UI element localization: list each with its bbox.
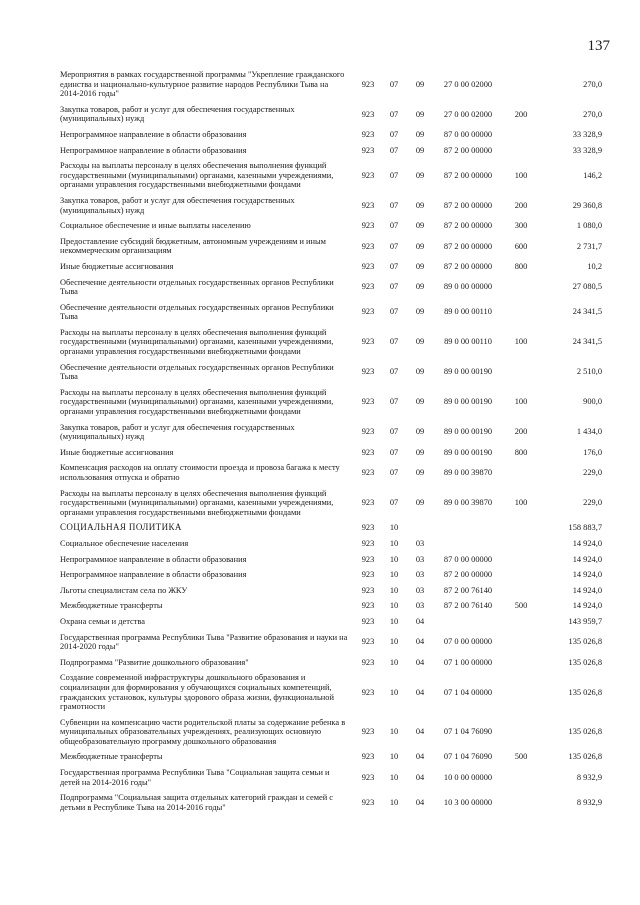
row-subsection-code: 09 (415, 241, 425, 251)
table-row (60, 570, 602, 586)
row-section-code: 07 (389, 170, 399, 180)
row-admin-code: 923 (361, 570, 375, 580)
row-admin-code: 923 (361, 637, 375, 647)
row-name: Социальное обеспечение и иные выплаты населению (60, 221, 251, 231)
row-expense-type: 200 (514, 200, 528, 210)
row-expense-type (503, 570, 539, 586)
row-target-article: 89 0 00 00110 (444, 307, 492, 317)
table-row (60, 70, 602, 105)
table-section-row (60, 523, 602, 539)
row-expense-type: 500 (514, 752, 528, 762)
table-row (60, 768, 602, 793)
row-subsection-code: 09 (415, 307, 425, 317)
row-expense-type: 100 (514, 397, 528, 407)
row-admin-code: 923 (361, 447, 375, 457)
row-target-article (433, 539, 503, 555)
row-name: Государственная программа Республики Тыва "Развитие образования и науки на 2014-2020 годы" (60, 632, 348, 652)
table-row (60, 423, 602, 448)
row-amount: 14 924,0 (572, 538, 602, 548)
row-subsection-code: 09 (415, 498, 425, 508)
row-subsection-code: 04 (415, 657, 425, 667)
table-row (60, 105, 602, 130)
row-name: Компенсация расходов на оплату стоимости проезда и провоза багажа к месту использования отпуска и обратно (60, 463, 340, 482)
table-row (60, 658, 602, 674)
row-name: Предоставление субсидий бюджетным, автономным учреждениям и иным некоммерческим организациям (60, 236, 326, 256)
row-expense-type (503, 146, 539, 162)
row-subsection-code: 04 (415, 772, 425, 782)
row-amount: 10,2 (587, 261, 602, 271)
row-name: Государственная программа Республики Тыва "Социальная защита семьи и детей на 2014-2016 годы" (60, 768, 330, 787)
row-amount: 24 341,5 (572, 337, 602, 347)
row-section-code: 10 (389, 616, 399, 626)
row-expense-type: 100 (514, 337, 528, 347)
row-section-code: 07 (389, 129, 399, 139)
row-admin-code: 923 (361, 109, 375, 119)
row-section-code: 10 (389, 570, 399, 580)
row-amount: 33 328,9 (572, 129, 602, 139)
row-subsection-code: 09 (415, 170, 425, 180)
row-name: Иные бюджетные ассигнования (60, 447, 174, 457)
row-section-code: 10 (389, 637, 399, 647)
row-amount: 14 924,0 (572, 601, 602, 611)
row-admin-code: 923 (361, 427, 375, 437)
row-target-article: 89 0 00 00190 (443, 427, 493, 437)
row-expense-type (503, 586, 539, 602)
row-section-code: 07 (389, 447, 399, 457)
row-subsection-code: 09 (415, 337, 425, 347)
row-amount: 2 731,7 (576, 241, 602, 251)
budget-table-body (60, 70, 602, 818)
row-amount: 1 434,0 (576, 427, 602, 437)
table-row (60, 237, 602, 262)
row-name: Обеспечение деятельности отдельных государственных органов Республики Тыва (60, 277, 334, 297)
row-expense-type (503, 278, 539, 303)
table-row (60, 463, 602, 488)
row-name: Подпрограмма "Социальная защита отдельных категорий граждан и семей с детьми в Республике Тыва на 2014-2016 годы" (60, 793, 333, 812)
page-number: 137 (587, 38, 610, 54)
row-expense-type (503, 793, 539, 818)
row-admin-code: 923 (361, 79, 375, 89)
row-amount: 143 959,7 (568, 616, 602, 626)
row-target-article: 87 2 00 00000 (443, 221, 493, 231)
row-target-article: 87 0 00 00000 (443, 129, 493, 139)
table-row (60, 586, 602, 602)
row-subsection-code: 09 (415, 468, 425, 478)
row-expense-type (503, 673, 539, 717)
row-amount: 176,0 (583, 447, 602, 457)
row-section-code: 07 (389, 200, 399, 210)
row-section-code: 07 (389, 337, 399, 347)
row-subsection-code: 04 (415, 637, 425, 647)
row-subsection-code: 09 (415, 427, 425, 437)
row-section-code: 07 (389, 145, 399, 155)
row-admin-code: 923 (361, 367, 375, 377)
row-section-code: 10 (389, 752, 399, 762)
row-admin-code: 923 (361, 616, 375, 626)
row-subsection-code: 09 (415, 367, 425, 377)
row-expense-type (503, 555, 539, 571)
row-amount: 135 026,8 (568, 727, 602, 737)
row-amount: 33 328,9 (572, 145, 602, 155)
row-section-code: 07 (389, 109, 399, 119)
row-target-article: 07 1 04 00000 (443, 687, 493, 697)
row-name: Обеспечение деятельности отдельных государственных органов Республики Тыва (60, 362, 334, 382)
row-subsection-code (407, 523, 433, 539)
row-target-article (433, 617, 503, 633)
row-target-article: 10 3 00 00000 (443, 798, 493, 808)
row-expense-type (503, 363, 539, 388)
row-admin-code: 923 (361, 752, 375, 762)
table-row (60, 617, 602, 633)
row-subsection-code: 09 (415, 397, 425, 407)
row-expense-type: 200 (514, 427, 528, 437)
row-subsection-code: 04 (415, 687, 425, 697)
row-expense-type (503, 539, 539, 555)
row-amount: 270,0 (583, 109, 602, 119)
row-amount: 27 080,5 (572, 282, 602, 292)
row-expense-type (503, 633, 539, 658)
row-admin-code: 923 (361, 200, 375, 210)
row-section-code: 10 (389, 538, 399, 548)
table-row (60, 328, 602, 363)
row-subsection-code: 04 (415, 752, 425, 762)
row-target-article: 27 0 00 02000 (443, 109, 493, 119)
row-admin-code: 923 (361, 538, 375, 548)
row-expense-type (503, 463, 539, 488)
row-admin-code: 923 (361, 727, 375, 737)
row-admin-code: 923 (361, 687, 375, 697)
row-name: Подпрограмма "Развитие дошкольного образования" (60, 657, 249, 667)
row-name: Расходы на выплаты персоналу в целях обеспечения выполнения функций государственными (муниципальными) органами, казенными учреждениями, органами управления государственными внебюджетными фондами (60, 387, 334, 417)
row-section-code: 10 (389, 657, 399, 667)
row-name: Межбюджетные трансферты (60, 752, 163, 762)
row-amount: 24 341,5 (572, 307, 602, 317)
row-expense-type (503, 658, 539, 674)
table-row (60, 196, 602, 221)
row-subsection-code: 09 (415, 109, 425, 119)
row-admin-code: 923 (361, 523, 375, 533)
row-section-code: 07 (389, 397, 399, 407)
row-section-code: 10 (389, 727, 399, 737)
row-amount: 146,2 (583, 170, 602, 180)
row-name: Непрограммное направление в области образования (60, 570, 247, 580)
row-name: Иные бюджетные ассигнования (60, 261, 174, 271)
table-row (60, 130, 602, 146)
row-name: Мероприятия в рамках государственной программы "Укрепление гражданского единства и национально-культурное развитие народов Республики Тыва на 2014-2016 годы" (60, 70, 345, 99)
row-section-code: 07 (389, 498, 399, 508)
row-target-article: 87 2 00 00000 (443, 261, 493, 271)
table-row (60, 303, 602, 328)
row-amount: 2 510,0 (576, 367, 602, 377)
row-target-article: 87 2 00 00000 (443, 241, 493, 251)
row-expense-type: 500 (514, 601, 528, 611)
row-target-article: 10 0 00 00000 (443, 772, 493, 782)
row-target-article: 87 2 00 76140 (443, 601, 493, 611)
row-name: Расходы на выплаты персоналу в целях обеспечения выполнения функций государственными (муниципальными) органами, казенными учреждениями, органами управления государственными внебюджетными фондами (60, 488, 334, 517)
row-name: Непрограммное направление в области образования (60, 554, 247, 564)
row-admin-code: 923 (361, 221, 375, 231)
row-amount: 14 924,0 (572, 585, 602, 595)
row-target-article: 89 0 00 00000 (443, 282, 493, 292)
row-name: Охрана семьи и детства (60, 616, 145, 626)
row-section-code: 07 (389, 367, 399, 377)
budget-table (60, 70, 602, 818)
row-section-code: 07 (389, 241, 399, 251)
row-subsection-code: 09 (415, 282, 425, 292)
table-row (60, 448, 602, 464)
row-amount: 29 360,8 (572, 200, 602, 210)
row-section-code: 07 (389, 221, 399, 231)
row-target-article: 89 0 00 39870 (443, 468, 493, 478)
row-amount: 158 883,7 (568, 523, 602, 533)
row-subsection-code: 09 (415, 447, 425, 457)
row-amount: 135 026,8 (568, 752, 602, 762)
table-row (60, 262, 602, 278)
row-target-article: 27 0 00 02000 (443, 79, 493, 89)
row-target-article: 87 0 00 00000 (443, 554, 493, 564)
row-admin-code: 923 (361, 601, 375, 611)
row-target-article: 07 1 00 00000 (443, 657, 493, 667)
row-section-code: 07 (389, 79, 399, 89)
row-admin-code: 923 (361, 468, 375, 478)
row-name: Непрограммное направление в области образования (60, 129, 247, 139)
row-target-article: 89 0 00 00190 (443, 367, 493, 377)
row-admin-code: 923 (361, 798, 375, 808)
row-section-code: 10 (389, 523, 399, 533)
row-target-article: 87 2 00 00000 (443, 200, 493, 210)
table-row (60, 388, 602, 423)
row-name: Закупка товаров, работ и услуг для обеспечения государственных (муниципальных) нужд (60, 104, 295, 124)
row-expense-type: 800 (514, 261, 528, 271)
row-amount: 135 026,8 (568, 687, 602, 697)
row-subsection-code: 03 (415, 570, 425, 580)
row-admin-code: 923 (361, 554, 375, 564)
row-name: Закупка товаров, работ и услуг для обеспечения государственных (муниципальных) нужд (60, 195, 295, 215)
table-row (60, 601, 602, 617)
table-row (60, 489, 602, 524)
row-amount: 229,0 (583, 498, 602, 508)
row-section-code: 10 (389, 772, 399, 782)
row-expense-type: 300 (514, 221, 528, 231)
row-section-code: 07 (389, 427, 399, 437)
row-expense-type: 100 (514, 170, 528, 180)
row-section-code: 07 (389, 261, 399, 271)
row-section-code: 07 (389, 282, 399, 292)
row-target-article (433, 523, 503, 539)
row-name: Расходы на выплаты персоналу в целях обеспечения выполнения функций государственными (муниципальными) органами, казенными учреждениями, органами управления государственными внебюджетными фондами (60, 161, 334, 190)
row-admin-code: 923 (361, 282, 375, 292)
row-subsection-code: 09 (415, 129, 425, 139)
row-section-code: 10 (389, 687, 399, 697)
row-name: Социальное обеспечение населения (60, 538, 189, 548)
row-admin-code: 923 (361, 498, 375, 508)
row-admin-code: 923 (361, 170, 375, 180)
row-amount: 1 080,0 (576, 221, 602, 231)
table-row (60, 793, 602, 818)
row-name: Расходы на выплаты персоналу в целях обеспечения выполнения функций государственными (муниципальными) органами, казенными учреждениями, органами управления государственными внебюджетными фондами (60, 327, 334, 357)
table-row (60, 278, 602, 303)
row-expense-type (503, 303, 539, 328)
table-row (60, 633, 602, 658)
row-expense-type: 600 (514, 241, 528, 251)
row-target-article: 07 0 00 00000 (443, 637, 493, 647)
row-admin-code: 923 (361, 397, 375, 407)
row-expense-type (503, 768, 539, 793)
row-subsection-code: 09 (415, 79, 425, 89)
row-amount: 14 924,0 (572, 554, 602, 564)
table-row (60, 752, 602, 768)
row-expense-type (503, 617, 539, 633)
row-target-article: 07 1 04 76090 (443, 727, 493, 737)
row-target-article: 87 2 00 00000 (443, 145, 493, 155)
row-name: Закупка товаров, работ и услуг для обеспечения государственных (муниципальных) нужд (60, 422, 295, 442)
row-subsection-code: 03 (415, 585, 425, 595)
table-row (60, 539, 602, 555)
row-admin-code: 923 (361, 657, 375, 667)
table-row (60, 555, 602, 571)
row-target-article: 89 0 00 00190 (443, 397, 493, 407)
row-expense-type (503, 130, 539, 146)
row-subsection-code: 04 (415, 798, 425, 808)
row-admin-code: 923 (361, 337, 375, 347)
row-admin-code: 923 (361, 129, 375, 139)
row-expense-type: 100 (514, 498, 528, 508)
row-name: Субвенции на компенсацию части родительской платы за содержание ребенка в муниципальных образовательных учреждениях, реализующих основную общеобразовательную программу дошкольного образования (60, 717, 346, 746)
row-subsection-code: 04 (415, 616, 425, 626)
row-name: Непрограммное направление в области образования (60, 145, 247, 155)
row-target-article: 07 1 04 76090 (443, 752, 493, 762)
row-name: Льготы специалистам села по ЖКУ (60, 585, 188, 595)
row-subsection-code: 03 (415, 601, 425, 611)
table-row (60, 221, 602, 237)
row-section-code: 07 (389, 307, 399, 317)
row-expense-type: 200 (514, 109, 528, 119)
row-target-article: 89 0 00 00110 (444, 337, 492, 347)
row-section-code: 10 (389, 798, 399, 808)
row-section-code: 10 (389, 585, 399, 595)
row-subsection-code: 04 (415, 727, 425, 737)
row-admin-code: 923 (361, 241, 375, 251)
row-subsection-code: 03 (415, 538, 425, 548)
row-admin-code: 923 (361, 585, 375, 595)
row-target-article: 89 0 00 39870 (443, 498, 493, 508)
row-expense-type (503, 718, 539, 753)
row-admin-code: 923 (361, 772, 375, 782)
row-name: СОЦИАЛЬНАЯ ПОЛИТИКА (60, 522, 182, 533)
row-target-article: 87 2 00 00000 (443, 170, 493, 180)
table-row (60, 161, 602, 196)
row-name: Обеспечение деятельности отдельных государственных органов Республики Тыва (60, 302, 334, 322)
row-expense-type (503, 523, 539, 539)
row-amount: 8 932,9 (576, 772, 602, 782)
row-amount: 270,0 (583, 79, 602, 89)
row-amount: 135 026,8 (568, 657, 602, 667)
row-target-article: 87 2 00 76140 (443, 585, 493, 595)
table-row (60, 673, 602, 717)
row-section-code: 10 (389, 601, 399, 611)
table-row (60, 146, 602, 162)
row-subsection-code: 09 (415, 221, 425, 231)
row-subsection-code: 03 (415, 554, 425, 564)
row-subsection-code: 09 (415, 145, 425, 155)
row-amount: 900,0 (583, 397, 602, 407)
row-subsection-code: 09 (415, 200, 425, 210)
table-row (60, 718, 602, 753)
row-amount: 229,0 (583, 468, 602, 478)
row-target-article: 89 0 00 00190 (443, 447, 493, 457)
row-section-code: 07 (389, 468, 399, 478)
row-admin-code: 923 (361, 145, 375, 155)
row-target-article: 87 2 00 00000 (443, 570, 493, 580)
row-admin-code: 923 (361, 261, 375, 271)
row-amount: 135 026,8 (568, 637, 602, 647)
row-admin-code: 923 (361, 307, 375, 317)
row-expense-type (503, 70, 539, 105)
table-row (60, 363, 602, 388)
row-name: Межбюджетные трансферты (60, 601, 163, 611)
row-expense-type: 800 (514, 447, 528, 457)
row-section-code: 10 (389, 554, 399, 564)
row-amount: 8 932,9 (576, 798, 602, 808)
row-amount: 14 924,0 (572, 570, 602, 580)
row-name: Создание современной инфраструктуры дошкольного образования и социализации для формирования у обучающихся социальных компетенций, гражданских установок, культуры здорового образа жизни, функциональной грамотности (60, 673, 334, 712)
row-subsection-code: 09 (415, 261, 425, 271)
